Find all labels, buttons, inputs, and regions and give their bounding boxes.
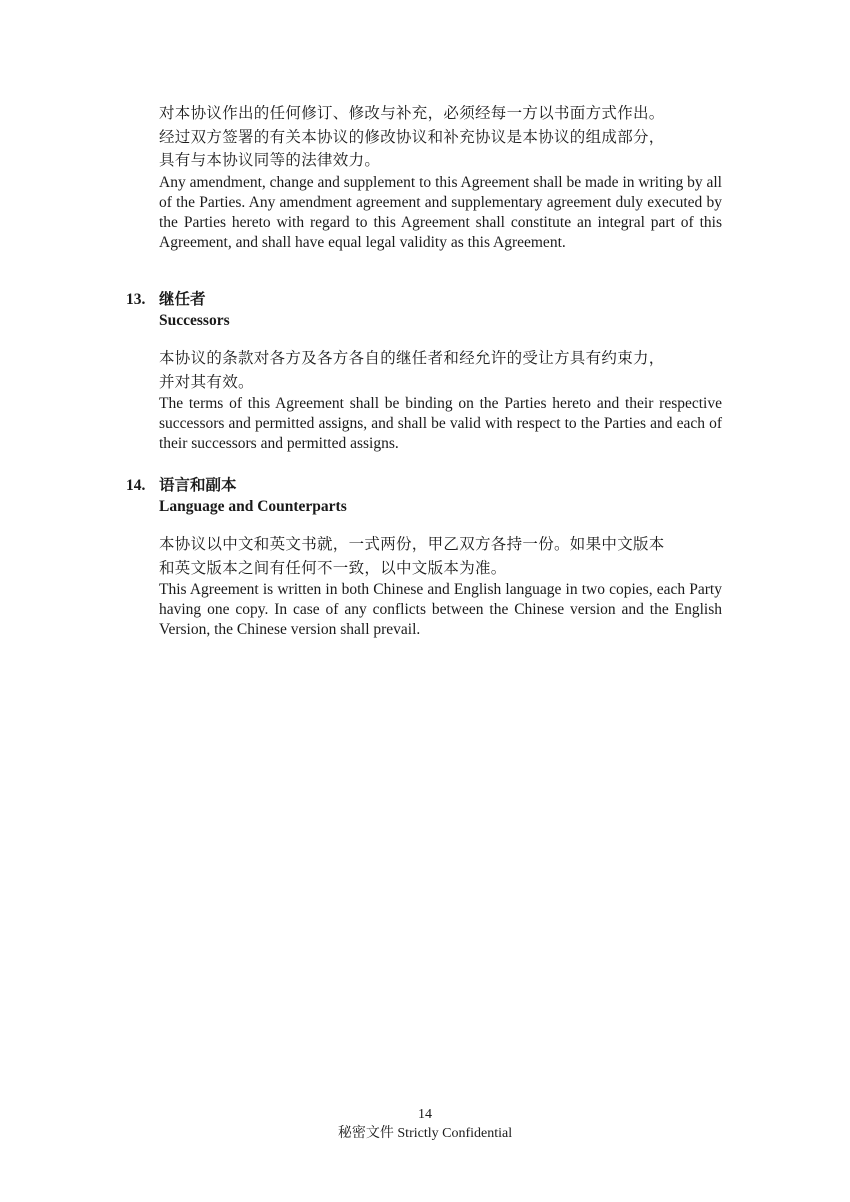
section-14-zh-line-1: 本协议以中文和英文书就，一式两份，甲乙双方各持一份。如果中文版本 — [159, 536, 665, 553]
confidential-notice: 秘密文件 Strictly Confidential — [337, 1126, 513, 1141]
section-13-title-zh: 继任者 — [159, 291, 206, 308]
section-14 — [159, 474, 722, 517]
amendment-clause — [159, 102, 722, 253]
section-13-zh-line-2: 并对其有效。 — [159, 373, 254, 391]
amendment-en-text: Any amendment, change and supplement to this Agreement shall be made in writing by all of the Parties. Any amendment agreement and supplementary agreement duly executed by the Parties hereto with regard to this Agreement shall constitute an integral part of this Agreement, and shall have equal legal validity as this Agreement. — [159, 173, 722, 251]
section-13-zh-line-1: 本协议的条款对各方及各方各自的继任者和经允许的受让方具有约束力， — [159, 350, 665, 367]
section-14-body — [159, 533, 722, 640]
section-13-en-text: The terms of this Agreement shall be binding on the Parties hereto and their respective successors and permitted assigns, and shall be valid with respect to the Parties and each of their successors and permitted assigns. — [159, 395, 722, 452]
section-14-title-zh: 语言和副本 — [159, 477, 237, 494]
page-number: 14 — [418, 1107, 432, 1122]
amendment-zh-line-1: 对本协议作出的任何修订、修改与补充，必须经每一方以书面方式作出。 — [159, 105, 665, 122]
section-13 — [159, 288, 722, 331]
section-14-title-en: Language and Counterparts — [159, 498, 347, 515]
section-13-title-en: Successors — [159, 312, 230, 329]
amendment-zh-line-2: 经过双方签署的有关本协议的修改协议和补充协议是本协议的组成部分， — [159, 128, 665, 146]
section-13-body — [159, 347, 722, 454]
section-14-number: 14. — [126, 477, 146, 494]
section-14-zh-line-2: 和英文版本之间有任何不一致，以中文版本为准。 — [159, 559, 507, 577]
amendment-zh-line-3: 具有与本协议同等的法律效力。 — [159, 152, 381, 169]
section-14-en-text: This Agreement is written in both Chinese and English language in two copies, each Party having one copy. In case of any conflicts between the Chinese version and the English Version, the Chinese version shall prevail. — [159, 581, 722, 638]
section-13-number: 13. — [126, 291, 146, 308]
